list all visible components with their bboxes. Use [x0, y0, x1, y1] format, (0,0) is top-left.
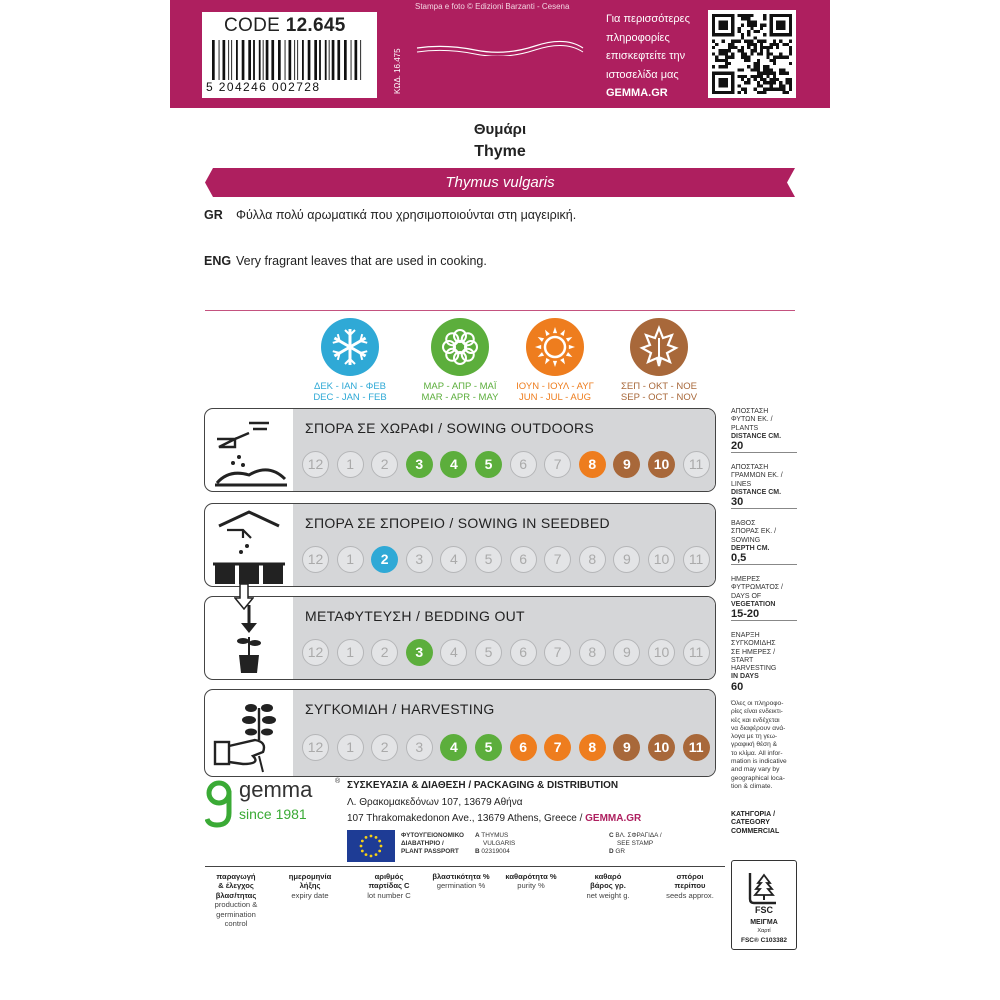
month-5-active: 5 — [475, 734, 502, 761]
passport-title: ΦΥΤΟΥΓΕΙΟΝΟΜΙΚΟ ΔΙΑΒΑΤΗΡΙΟ / PLANT PASSPORT — [401, 832, 465, 855]
transplant-icon — [209, 601, 289, 680]
address-gr: Λ. Θρακομακεδόνων 107, 13679 Αθήνα — [347, 797, 523, 808]
month-10: 10 — [648, 546, 675, 573]
month-1: 1 — [337, 546, 364, 573]
barcode-icon — [210, 40, 370, 80]
season-0 — [305, 318, 395, 403]
month-4-active: 4 — [440, 734, 467, 761]
production-field: καθαρότητα % purity % — [505, 872, 557, 891]
month-9: 9 — [613, 639, 640, 666]
disclaimer-text: Όλες οι πληροφο- ρίες είναι ενδεικτι- κές και ενδέχεται να διαφέρουν ανά- λογα με τη γεω- γραφική θέση & το κλίμα. All infor- mation is indicative and may vary by geographical loca- tion & climate. — [731, 700, 787, 790]
month-1: 1 — [337, 451, 364, 478]
fsc-mix: ΜΕΙΓΜΑ — [750, 919, 778, 926]
month-3: 3 — [406, 546, 433, 573]
month-11: 11 — [683, 546, 710, 573]
season-2 — [510, 318, 600, 403]
product-name-en: Thyme — [474, 143, 526, 160]
month-5-active: 5 — [475, 451, 502, 478]
month-11: 11 — [683, 451, 710, 478]
month-3-active: 3 — [406, 451, 433, 478]
season-label: ΔΕΚ - ΙΑΝ - ΦΕΒ DEC - JAN - FEB — [313, 381, 387, 403]
snowflake-icon — [321, 318, 379, 376]
month-4: 4 — [440, 639, 467, 666]
activity-title: ΣΠΟΡΑ ΣΕ ΣΠΟΡΕΙΟ / SOWING IN SEEDBED — [305, 515, 610, 531]
month-2: 2 — [371, 451, 398, 478]
month-1: 1 — [337, 639, 364, 666]
cut-line — [415, 40, 585, 56]
month-8: 8 — [579, 546, 606, 573]
gemma-g-logo-icon — [205, 779, 235, 829]
production-field: αριθμός παρτίδας C lot number C — [367, 872, 411, 900]
month-1: 1 — [337, 734, 364, 761]
packaging-title: ΣΥΣΚΕΥΑΣΙΑ & ΔΙΑΘΕΣΗ / PACKAGING & DISTRIBUTION — [347, 780, 619, 791]
month-9-active: 9 — [613, 734, 640, 761]
month-8-active: 8 — [579, 734, 606, 761]
fsc-paper: Χαρτί — [757, 928, 771, 934]
month-3-active: 3 — [406, 639, 433, 666]
info-line: Για περισσότερες — [606, 13, 690, 25]
month-7-active: 7 — [544, 734, 571, 761]
fsc-mark — [731, 860, 797, 950]
barcode-label — [202, 12, 377, 98]
side-info-value: 0,5 — [731, 552, 747, 565]
month-7: 7 — [544, 546, 571, 573]
activity-title: ΣΥΓΚΟΜΙΔΗ / HARVESTING — [305, 701, 495, 717]
website-link-footer[interactable]: GEMMA.GR — [585, 813, 642, 824]
production-field: ημερομηνία λήξης expiry date — [288, 872, 332, 900]
production-field: σπόροι περίπου seeds approx. — [666, 872, 714, 900]
plant-passport — [347, 830, 717, 862]
divider — [205, 310, 795, 311]
month-2: 2 — [371, 639, 398, 666]
activity-title: ΣΠΟΡΑ ΣΕ ΧΩΡΑΦΙ / SOWING OUTDOORS — [305, 420, 595, 436]
month-3: 3 — [406, 734, 433, 761]
month-6-active: 6 — [510, 734, 537, 761]
latin-name-band — [205, 168, 795, 197]
month-4-active: 4 — [440, 451, 467, 478]
month-row — [302, 639, 712, 669]
website-link[interactable]: GEMMA.GR — [606, 87, 668, 99]
info-line: πληροφορίες — [606, 31, 670, 44]
brand-name: gemma — [239, 777, 313, 802]
sun-icon — [526, 318, 584, 376]
month-row — [302, 734, 712, 764]
eu-flag-icon — [347, 830, 395, 862]
description-gr: GR Φύλλα πολύ αρωματικά που χρησιμοποιούνται στη μαγειρική. — [204, 208, 577, 222]
brand-since: since 1981 — [239, 806, 307, 822]
month-10: 10 — [648, 639, 675, 666]
passport-a-b: A THYMUS VULGARIS B 02319004 — [475, 832, 516, 855]
side-info-item: ΗΜΕΡΕΣ ΦΥΤΡΩΜΑΤΟΣ / DAYS OF VEGETATION 15-20 — [731, 576, 803, 621]
flower-icon — [431, 318, 489, 376]
description-en: ENG Very fragrant leaves that are used in cooking. — [204, 254, 487, 268]
passport-c-d: C ΒΛ. ΣΦΡΑΓΙΔΑ / SEE STAMP D GR — [609, 832, 662, 855]
month-9-active: 9 — [613, 451, 640, 478]
activity-panel — [204, 503, 716, 587]
month-row — [302, 451, 712, 481]
season-3 — [614, 318, 704, 403]
side-info-value: 15-20 — [731, 608, 760, 621]
side-info-item: ΑΠΟΣΤΑΣΗ ΦΥΤΩΝ ΕΚ. / PLANTS DISTANCE CM. 20 — [731, 408, 803, 453]
info-line: ιστοσελίδα μας — [606, 68, 679, 81]
down-arrow-icon — [234, 584, 254, 610]
month-row — [302, 546, 712, 576]
month-2: 2 — [371, 734, 398, 761]
season-label: ΙΟΥΝ - ΙΟΥΛ - ΑΥΓ JUN - JUL - AUG — [516, 381, 594, 403]
activity-panel — [204, 689, 716, 777]
production-field: καθαρό βάρος γρ. net weight g. — [586, 872, 630, 900]
side-info-value: 60 — [731, 680, 744, 693]
fsc-label: FSC — [755, 905, 773, 915]
month-12: 12 — [302, 451, 329, 478]
production-divider — [205, 866, 725, 867]
month-9: 9 — [613, 546, 640, 573]
latin-name: Thymus vulgaris — [445, 174, 555, 191]
side-info-item: ΕΝΑΡΞΗ ΣΥΓΚΟΜΙΔΗΣ ΣΕ ΗΜΕΡΕΣ / START HARVESTING IN DAYS 60 — [731, 632, 803, 691]
month-10-active: 10 — [648, 734, 675, 761]
more-info-text — [606, 10, 690, 103]
category-info: ΚΑΤΗΓΟΡΙΑ / CATEGORY COMMERCIAL — [731, 811, 780, 835]
side-info-item: ΑΠΟΣΤΑΣΗ ΓΡΑΜΜΩΝ ΕΚ. / LINES DISTANCE CM. 30 — [731, 464, 803, 509]
harvest-icon — [209, 694, 289, 774]
info-line: επισκεφτείτε την — [606, 50, 686, 62]
side-info-value: 30 — [731, 496, 744, 509]
month-7: 7 — [544, 639, 571, 666]
season-1 — [415, 318, 505, 403]
month-8: 8 — [579, 639, 606, 666]
activity-panel — [204, 596, 716, 680]
activity-title: ΜΕΤΑΦΥΤΕΥΣΗ / BEDDING OUT — [305, 608, 525, 624]
product-name-gr: Θυμάρι — [473, 121, 527, 138]
month-2-active: 2 — [371, 546, 398, 573]
product-code: CODE 12.645 — [224, 15, 346, 36]
month-12: 12 — [302, 734, 329, 761]
month-11-active: 11 — [683, 734, 710, 761]
side-info-value: 20 — [731, 440, 744, 453]
month-8-active: 8 — [579, 451, 606, 478]
month-5: 5 — [475, 639, 502, 666]
month-7: 7 — [544, 451, 571, 478]
month-11: 11 — [683, 639, 710, 666]
month-6: 6 — [510, 546, 537, 573]
registered-mark: ® — [335, 778, 341, 785]
fsc-tree-icon — [744, 869, 784, 905]
month-12: 12 — [302, 639, 329, 666]
qr-code-icon[interactable] — [708, 10, 796, 98]
gemma-logo — [205, 777, 345, 827]
activity-panel — [204, 408, 716, 492]
month-10-active: 10 — [648, 451, 675, 478]
leaf-icon — [630, 318, 688, 376]
month-5: 5 — [475, 546, 502, 573]
season-label: ΜΑΡ - ΑΠΡ - ΜΑΪ MAR - APR - MAY — [421, 381, 499, 403]
seedbed-icon — [209, 508, 289, 587]
address-en: 107 Thrakomakedonon Ave., 13679 Athens, Greece / GEMMA.GR — [347, 813, 642, 824]
ean-number: 5 204246 002728 — [206, 80, 321, 94]
seed-packet-back — [170, 0, 830, 1000]
header-band — [170, 0, 830, 108]
printer-credit: Stampa e foto © Edizioni Barzanti - Cesena — [415, 2, 570, 11]
sowing-outdoors-icon — [209, 413, 289, 492]
side-info-item: ΒΑΘΟΣ ΣΠΟΡΑΣ ΕΚ. / SOWING DEPTH CM. 0,5 — [731, 520, 803, 565]
season-label: ΣΕΠ - ΟΚΤ - ΝΟΕ SEP - OCT - NOV — [620, 381, 698, 403]
production-field: παραγωγή & έλεγχος βλασ/τητας production & germination control — [214, 872, 258, 929]
month-12: 12 — [302, 546, 329, 573]
production-field: βλαστικότητα % germination % — [432, 872, 490, 891]
fsc-code: FSC® C103382 — [741, 937, 787, 944]
month-4: 4 — [440, 546, 467, 573]
kod-vertical: ΚΩΔ. 16.475 — [393, 48, 402, 94]
month-6: 6 — [510, 639, 537, 666]
month-6: 6 — [510, 451, 537, 478]
